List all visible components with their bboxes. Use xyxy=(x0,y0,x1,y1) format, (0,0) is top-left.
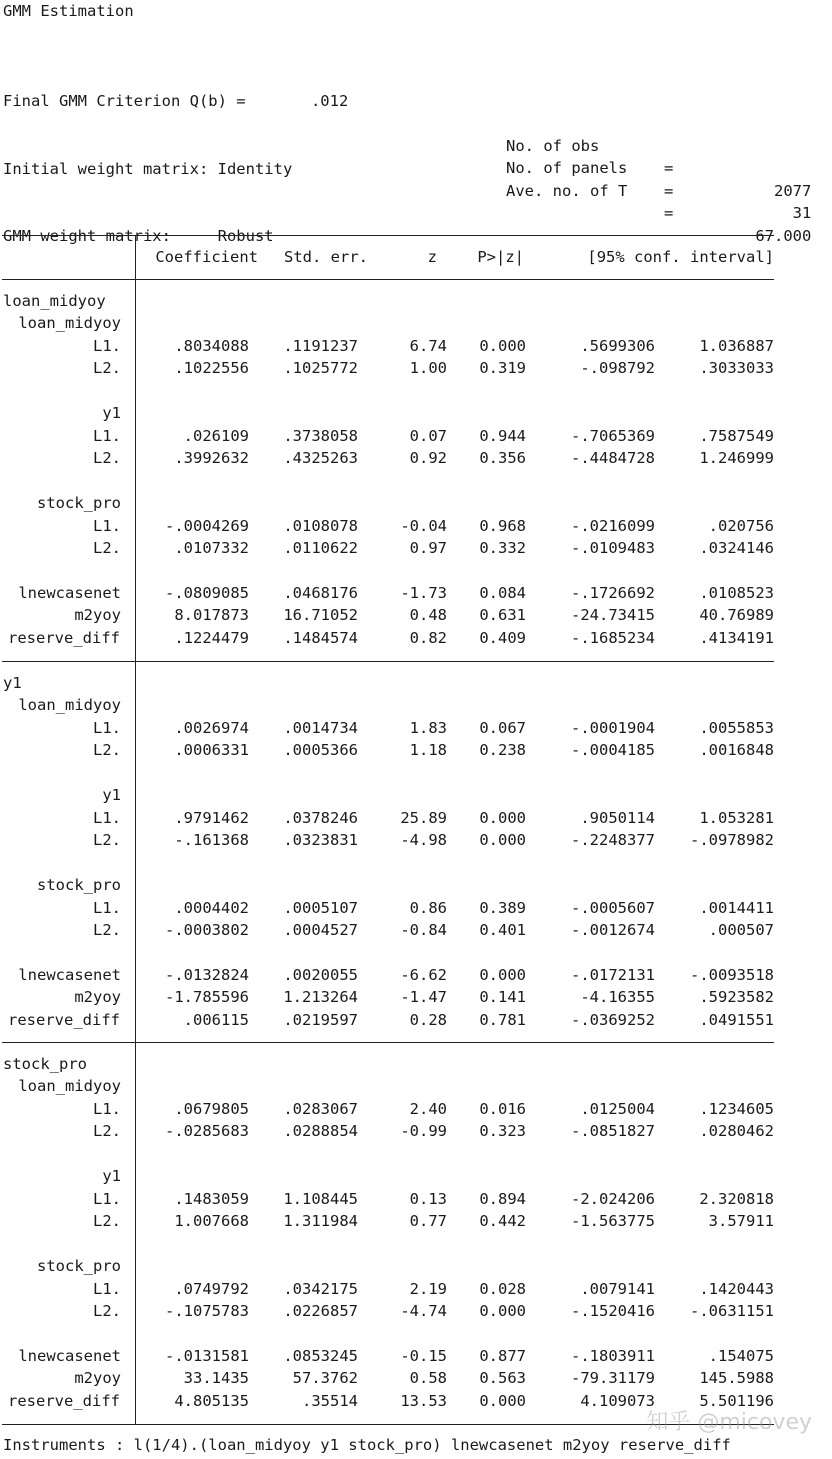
pvalue-cell: 0.442 xyxy=(479,1212,526,1231)
stderr-cell: .1025772 xyxy=(283,359,358,378)
ci-low-cell: -4.16355 xyxy=(580,988,655,1007)
row-label: m2yoy xyxy=(74,1369,121,1388)
ci-low-cell: -.0012674 xyxy=(571,920,655,939)
row-label: L2. xyxy=(93,359,121,378)
z-cell: -4.74 xyxy=(400,1301,447,1320)
pvalue-cell: 0.356 xyxy=(479,449,526,468)
stderr-cell: .0226857 xyxy=(283,1301,358,1320)
stat-value: 67.000 xyxy=(755,226,812,245)
z-cell: 1.83 xyxy=(409,718,447,737)
row-label: L2. xyxy=(93,831,121,850)
z-cell: -0.99 xyxy=(400,1122,447,1141)
stderr-cell: .0853245 xyxy=(283,1346,358,1365)
stderr-cell: .0014734 xyxy=(283,718,358,737)
col-header-std-err: Std. err. xyxy=(284,248,368,266)
pvalue-cell: 0.141 xyxy=(479,988,526,1007)
ci-high-cell: .0016848 xyxy=(699,741,774,760)
z-cell: -1.47 xyxy=(400,988,447,1007)
output-title: GMM Estimation xyxy=(3,2,134,20)
row-label: reserve_diff xyxy=(8,628,120,647)
table-row xyxy=(0,537,832,560)
table-row xyxy=(0,1300,832,1323)
col-header-z: z xyxy=(427,248,437,266)
ci-low-cell: -.7065369 xyxy=(571,426,655,445)
ci-low-cell: -.1803911 xyxy=(571,1346,655,1365)
row-label: m2yoy xyxy=(74,606,121,625)
criterion-block xyxy=(3,45,348,270)
stderr-cell: .0219597 xyxy=(283,1010,358,1029)
stderr-cell: .1484574 xyxy=(283,628,358,647)
ci-low-cell: .5699306 xyxy=(580,336,655,355)
ci-high-cell: -.0631151 xyxy=(690,1301,774,1320)
table-row xyxy=(0,807,832,830)
z-cell: 0.13 xyxy=(409,1189,447,1208)
equation-name: y1 xyxy=(3,674,22,692)
row-label: L2. xyxy=(93,538,121,557)
table-row xyxy=(0,1009,832,1032)
table-row xyxy=(0,447,832,470)
z-cell: 0.48 xyxy=(409,606,447,625)
coef-cell: -.0132824 xyxy=(165,965,249,984)
coef-cell: .1483059 xyxy=(174,1189,249,1208)
pvalue-cell: 0.000 xyxy=(479,1391,526,1410)
table-header xyxy=(0,245,832,269)
table-row xyxy=(0,919,832,942)
table-row xyxy=(0,604,832,627)
z-cell: 0.82 xyxy=(409,628,447,647)
table-row xyxy=(0,829,832,852)
z-cell: 25.89 xyxy=(400,808,447,827)
coef-cell: .026109 xyxy=(183,426,249,445)
variable-group-row xyxy=(0,312,832,335)
row-label: L1. xyxy=(93,426,121,445)
coef-cell: 8.017873 xyxy=(174,606,249,625)
pvalue-cell: 0.000 xyxy=(479,1301,526,1320)
row-label: L1. xyxy=(93,1279,121,1298)
row-label: loan_midyoy xyxy=(18,314,121,333)
z-cell: -0.04 xyxy=(400,516,447,535)
row-label: loan_midyoy xyxy=(18,1077,121,1096)
z-cell: 0.92 xyxy=(409,449,447,468)
pvalue-cell: 0.028 xyxy=(479,1279,526,1298)
variable-group-row xyxy=(0,1075,832,1098)
pvalue-cell: 0.067 xyxy=(479,718,526,737)
stderr-cell: .0283067 xyxy=(283,1099,358,1118)
ci-high-cell: 145.5988 xyxy=(699,1369,774,1388)
ci-high-cell: 40.76989 xyxy=(699,606,774,625)
pvalue-cell: 0.323 xyxy=(479,1122,526,1141)
table-row xyxy=(0,739,832,762)
ci-high-cell: .020756 xyxy=(708,516,774,535)
ci-high-cell: .1420443 xyxy=(699,1279,774,1298)
variable-group-row xyxy=(0,874,832,897)
row-label: L2. xyxy=(93,1122,121,1141)
ci-low-cell: -.1520416 xyxy=(571,1301,655,1320)
equation-name: stock_pro xyxy=(3,1055,87,1073)
ci-low-cell: -24.73415 xyxy=(571,606,655,625)
ci-low-cell: -2.024206 xyxy=(571,1189,655,1208)
row-label: L2. xyxy=(93,1301,121,1320)
ci-high-cell: -.0978982 xyxy=(690,831,774,850)
coef-cell: .0006331 xyxy=(174,741,249,760)
coef-cell: -.161368 xyxy=(174,831,249,850)
ci-high-cell: .0014411 xyxy=(699,898,774,917)
table-row xyxy=(0,627,832,650)
coef-cell: .0749792 xyxy=(174,1279,249,1298)
sample-stats xyxy=(506,112,812,245)
table-top-rule xyxy=(2,235,774,236)
ci-low-cell: .0125004 xyxy=(580,1099,655,1118)
ci-low-cell: -1.563775 xyxy=(571,1212,655,1231)
pvalue-cell: 0.332 xyxy=(479,538,526,557)
z-cell: 0.58 xyxy=(409,1369,447,1388)
ci-high-cell: .1234605 xyxy=(699,1099,774,1118)
block-divider xyxy=(2,661,774,662)
pvalue-cell: 0.000 xyxy=(479,808,526,827)
row-label: stock_pro xyxy=(37,1257,121,1276)
variable-group-row xyxy=(0,694,832,717)
ci-high-cell: .0280462 xyxy=(699,1122,774,1141)
pvalue-cell: 0.401 xyxy=(479,920,526,939)
ci-low-cell: -.0851827 xyxy=(571,1122,655,1141)
z-cell: 0.97 xyxy=(409,538,447,557)
ci-high-cell: 1.053281 xyxy=(699,808,774,827)
z-cell: 1.00 xyxy=(409,359,447,378)
criterion-line: Final GMM Criterion Q(b) = .012 xyxy=(3,92,349,110)
ci-high-cell: .0108523 xyxy=(699,583,774,602)
row-label: y1 xyxy=(102,1167,121,1186)
coef-cell: -.0809085 xyxy=(165,583,249,602)
table-row xyxy=(0,1188,832,1211)
z-cell: 0.86 xyxy=(409,898,447,917)
coef-cell: 4.805135 xyxy=(174,1391,249,1410)
z-cell: -0.15 xyxy=(400,1346,447,1365)
stderr-cell: 57.3762 xyxy=(292,1369,358,1388)
pvalue-cell: 0.016 xyxy=(479,1099,526,1118)
stderr-cell: .0020055 xyxy=(283,965,358,984)
ci-high-cell: 5.501196 xyxy=(699,1391,774,1410)
coef-cell: .0107332 xyxy=(174,538,249,557)
z-cell: 0.77 xyxy=(409,1212,447,1231)
stat-value: 2077 xyxy=(774,181,812,200)
pvalue-cell: 0.877 xyxy=(479,1346,526,1365)
variable-group-row xyxy=(0,402,832,425)
col-header-p-value: P>|z| xyxy=(477,248,524,266)
row-label: lnewcasenet xyxy=(18,583,121,602)
table-row xyxy=(0,1278,832,1301)
pvalue-cell: 0.000 xyxy=(479,965,526,984)
ci-low-cell: -.0369252 xyxy=(571,1010,655,1029)
pvalue-cell: 0.781 xyxy=(479,1010,526,1029)
stderr-cell: .4325263 xyxy=(283,449,358,468)
z-cell: 6.74 xyxy=(409,336,447,355)
table-row xyxy=(0,964,832,987)
stat-value: 31 xyxy=(792,204,812,222)
criterion-line: GMM weight matrix: Robust xyxy=(3,227,274,245)
ci-low-cell: -.0001904 xyxy=(571,718,655,737)
stderr-cell: .0108078 xyxy=(283,516,358,535)
table-row xyxy=(0,1367,832,1390)
z-cell: -1.73 xyxy=(400,583,447,602)
ci-low-cell: -.1685234 xyxy=(571,628,655,647)
coef-cell: .9791462 xyxy=(174,808,249,827)
stderr-cell: .35514 xyxy=(302,1391,358,1410)
ci-high-cell: 1.246999 xyxy=(699,449,774,468)
z-cell: 13.53 xyxy=(400,1391,447,1410)
row-label: lnewcasenet xyxy=(18,965,121,984)
pvalue-cell: 0.894 xyxy=(479,1189,526,1208)
variable-group-row xyxy=(0,1165,832,1188)
row-label: stock_pro xyxy=(37,876,121,895)
ci-low-cell: -.2248377 xyxy=(571,831,655,850)
coef-cell: -1.785596 xyxy=(165,988,249,1007)
ci-high-cell: .5923582 xyxy=(699,988,774,1007)
ci-low-cell: .0079141 xyxy=(580,1279,655,1298)
z-cell: 0.28 xyxy=(409,1010,447,1029)
stat-equals: = xyxy=(664,204,674,222)
criterion-line: Initial weight matrix: Identity xyxy=(3,159,293,178)
ci-low-cell: -.0216099 xyxy=(571,516,655,535)
coef-cell: .1022556 xyxy=(174,359,249,378)
stderr-cell: .0342175 xyxy=(283,1279,358,1298)
pvalue-cell: 0.389 xyxy=(479,898,526,917)
ci-high-cell: .4134191 xyxy=(699,628,774,647)
row-label: lnewcasenet xyxy=(18,1346,121,1365)
table-row xyxy=(0,1098,832,1121)
z-cell: 2.19 xyxy=(409,1279,447,1298)
watermark: 知乎 @micovey xyxy=(646,1410,812,1435)
pvalue-cell: 0.968 xyxy=(479,516,526,535)
coef-cell: -.0003802 xyxy=(165,920,249,939)
ci-high-cell: 1.036887 xyxy=(699,336,774,355)
stat-label: No. of panels xyxy=(506,159,628,177)
z-cell: 2.40 xyxy=(409,1099,447,1118)
row-label: L1. xyxy=(93,718,121,737)
z-cell: 1.18 xyxy=(409,741,447,760)
equation-label xyxy=(0,290,832,313)
coef-cell: -.0004269 xyxy=(165,516,249,535)
ci-low-cell: -79.31179 xyxy=(571,1369,655,1388)
ci-low-cell: -.1726692 xyxy=(571,583,655,602)
row-label: L2. xyxy=(93,741,121,760)
row-label: L1. xyxy=(93,516,121,535)
coef-cell: -.0131581 xyxy=(165,1346,249,1365)
ci-low-cell: -.098792 xyxy=(580,359,655,378)
equation-label xyxy=(0,1053,832,1076)
stderr-cell: 1.311984 xyxy=(283,1212,358,1231)
stderr-cell: .0110622 xyxy=(283,538,358,557)
ci-low-cell: -.0004185 xyxy=(571,741,655,760)
pvalue-cell: 0.944 xyxy=(479,426,526,445)
coef-cell: 33.1435 xyxy=(183,1369,249,1388)
ci-low-cell: -.0109483 xyxy=(571,538,655,557)
row-label: reserve_diff xyxy=(8,1010,120,1029)
stderr-cell: .1191237 xyxy=(283,336,358,355)
ci-low-cell: -.0172131 xyxy=(571,965,655,984)
pvalue-cell: 0.409 xyxy=(479,628,526,647)
instruments-note: Instruments : l(1/4).(loan_midyoy y1 stock_pro) lnewcasenet m2yoy reserve_diff xyxy=(3,1436,731,1454)
stderr-cell: .0288854 xyxy=(283,1122,358,1141)
ci-high-cell: .3033033 xyxy=(699,359,774,378)
equation-name: loan_midyoy xyxy=(3,292,106,310)
variable-group-row xyxy=(0,784,832,807)
stderr-cell: 1.213264 xyxy=(283,988,358,1007)
coef-cell: -.0285683 xyxy=(165,1122,249,1141)
row-label: y1 xyxy=(102,404,121,423)
row-label: L1. xyxy=(93,1189,121,1208)
row-label: L1. xyxy=(93,1099,121,1118)
row-label: m2yoy xyxy=(74,988,121,1007)
coef-cell: -.1075783 xyxy=(165,1301,249,1320)
stderr-cell: .0005366 xyxy=(283,741,358,760)
coef-cell: .1224479 xyxy=(174,628,249,647)
row-label: stock_pro xyxy=(37,494,121,513)
row-label: L2. xyxy=(93,1212,121,1231)
stat-equals: = xyxy=(664,159,674,177)
row-label: reserve_diff xyxy=(8,1391,120,1410)
table-row xyxy=(0,717,832,740)
row-label: L1. xyxy=(93,336,121,355)
coef-cell: .0004402 xyxy=(174,898,249,917)
table-row xyxy=(0,1345,832,1368)
header-rule xyxy=(2,279,774,280)
table-row xyxy=(0,1120,832,1143)
stderr-cell: 16.71052 xyxy=(283,606,358,625)
stderr-cell: .0004527 xyxy=(283,920,358,939)
table-row xyxy=(0,357,832,380)
z-cell: -4.98 xyxy=(400,831,447,850)
stat-label: No. of obs xyxy=(506,136,600,155)
equation-label xyxy=(0,672,832,695)
variable-group-row xyxy=(0,1255,832,1278)
ci-low-cell: -.4484728 xyxy=(571,449,655,468)
stderr-cell: .0468176 xyxy=(283,583,358,602)
ci-high-cell: .7587549 xyxy=(699,426,774,445)
pvalue-cell: 0.631 xyxy=(479,606,526,625)
col-header-conf-interval: [95% conf. interval] xyxy=(587,248,774,266)
ci-high-cell: .0055853 xyxy=(699,718,774,737)
pvalue-cell: 0.000 xyxy=(479,336,526,355)
row-label: L2. xyxy=(93,449,121,468)
stat-equals: = xyxy=(664,181,674,200)
coef-cell: .006115 xyxy=(183,1010,249,1029)
ci-high-cell: .0324146 xyxy=(699,538,774,557)
z-cell: -6.62 xyxy=(400,965,447,984)
coef-cell: .8034088 xyxy=(174,336,249,355)
pvalue-cell: 0.000 xyxy=(479,831,526,850)
stderr-cell: .0378246 xyxy=(283,808,358,827)
table-row xyxy=(0,897,832,920)
variable-group-row xyxy=(0,492,832,515)
ci-low-cell: .9050114 xyxy=(580,808,655,827)
stat-label: Ave. no. of T xyxy=(506,181,628,200)
table-row xyxy=(0,986,832,1009)
ci-high-cell: -.0093518 xyxy=(690,965,774,984)
ci-low-cell: 4.109073 xyxy=(580,1391,655,1410)
coef-cell: .3992632 xyxy=(174,449,249,468)
col-header-coefficient: Coefficient xyxy=(155,248,258,266)
coef-cell: 1.007668 xyxy=(174,1212,249,1231)
stderr-cell: 1.108445 xyxy=(283,1189,358,1208)
coef-cell: .0026974 xyxy=(174,718,249,737)
ci-high-cell: .154075 xyxy=(708,1346,774,1365)
ci-low-cell: -.0005607 xyxy=(571,898,655,917)
stderr-cell: .3738058 xyxy=(283,426,358,445)
row-label: L2. xyxy=(93,920,121,939)
row-label: L1. xyxy=(93,898,121,917)
pvalue-cell: 0.319 xyxy=(479,359,526,378)
table-row xyxy=(0,582,832,605)
ci-high-cell: 3.57911 xyxy=(708,1212,774,1231)
row-label: L1. xyxy=(93,808,121,827)
z-cell: -0.84 xyxy=(400,920,447,939)
z-cell: 0.07 xyxy=(409,426,447,445)
block-divider xyxy=(2,1042,774,1043)
coef-cell: .0679805 xyxy=(174,1099,249,1118)
pvalue-cell: 0.563 xyxy=(479,1369,526,1388)
stderr-cell: .0323831 xyxy=(283,831,358,850)
ci-high-cell: 2.320818 xyxy=(699,1189,774,1208)
stderr-cell: .0005107 xyxy=(283,898,358,917)
table-row xyxy=(0,515,832,538)
table-row xyxy=(0,1210,832,1233)
pvalue-cell: 0.238 xyxy=(479,741,526,760)
ci-high-cell: .000507 xyxy=(708,920,774,939)
table-row xyxy=(0,425,832,448)
pvalue-cell: 0.084 xyxy=(479,583,526,602)
table-row xyxy=(0,335,832,358)
row-label: y1 xyxy=(102,786,121,805)
ci-high-cell: .0491551 xyxy=(699,1010,774,1029)
row-label: loan_midyoy xyxy=(18,696,121,715)
